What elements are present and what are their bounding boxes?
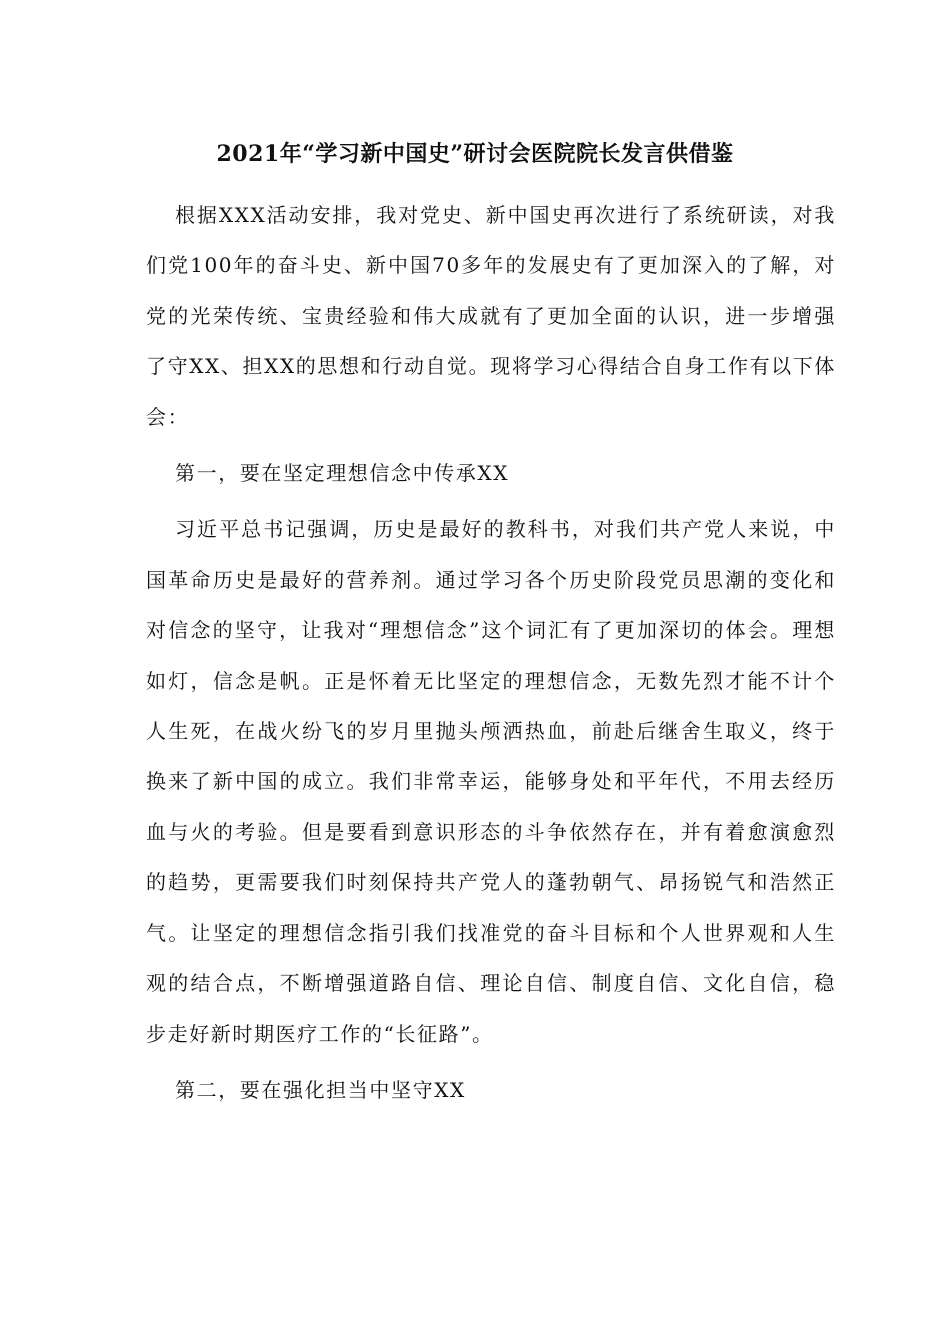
document-body [146,190,836,1121]
section-heading-2: 第二，要在强化担当中坚守XX [175,1077,466,1102]
intro-paragraph: 根据XXX活动安排，我对党史、新中国史再次进行了系统研读，对我们党100年的奋斗史、新中国70多年的发展史有了更加深入的了解，对党的光荣传统、宝贵经验和伟大成就有了更加全面的认识，进一步增强了守XX、担XX的思想和行动自觉。现将学习心得结合自身工作有以下体会： [146,203,836,429]
section-heading-1: 第一，要在坚定理想信念中传承XX [175,461,510,486]
section-1-paragraph: 习近平总书记强调，历史是最好的教科书，对我们共产党人来说，中国革命历史是最好的营养剂。通过学习各个历史阶段党员思潮的变化和对信念的坚守，让我对“理想信念”这个词汇有了更加深切的体会。理想如灯，信念是帆。正是怀着无比坚定的理想信念，无数先烈才能不计个人生死，在战火纷飞的岁月里抛头颅洒热血，前赴后继舍生取义，终于换来了新中国的成立。我们非常幸运，能够身处和平年代，不用去经历血与火的考验。但是要看到意识形态的斗争依然存在，并有着愈演愈烈的趋势，更需要我们时刻保持共产党人的蓬勃朝气、昂扬锐气和浩然正气。让坚定的理想信念指引我们找准党的奋斗目标和个人世界观和人生观的结合点，不断增强道路自信、理论自信、制度自信、文化自信，稳步走好新时期医疗工作的“长征路”。 [146,517,836,1046]
document-title: 2021年“学习新中国史”研讨会医院院长发言供借鉴 [216,141,734,167]
